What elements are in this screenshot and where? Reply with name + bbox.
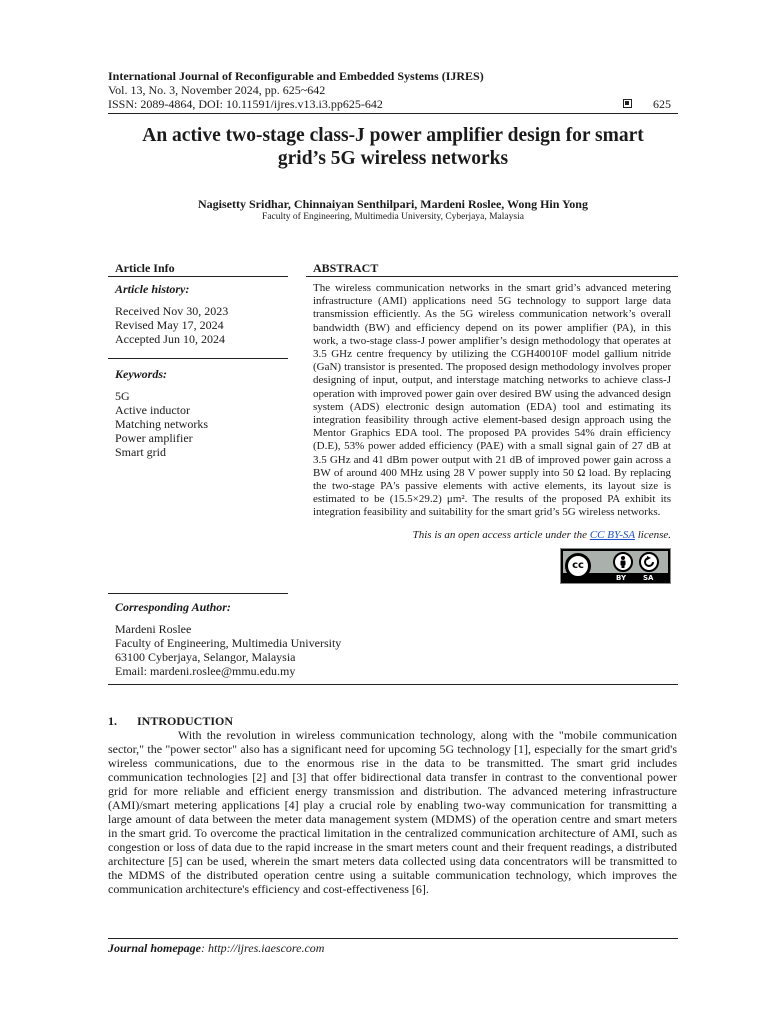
issn-doi-line: ISSN: 2089-4864, DOI: 10.11591/ijres.v13.i3.pp625-642 (108, 97, 383, 111)
corresponding-address: 63100 Cyberjaya, Selangor, Malaysia (115, 650, 296, 664)
corresponding-author-label: Corresponding Author: (115, 600, 231, 614)
history-received: Received Nov 30, 2023 (115, 304, 229, 318)
journal-homepage (108, 941, 324, 956)
keyword-item: Matching networks (115, 417, 208, 431)
article-info-rule (108, 276, 288, 277)
abstract-heading: ABSTRACT (313, 261, 379, 275)
keywords-label: Keywords: (115, 367, 167, 381)
abstract-text: The wireless communication networks in the smart grid’s advanced metering infrastructure (AMI) applications need 5G technology to support large data transmission efficiently. As the 5G wireless communication network’s overall bandwidth (BW) and efficiency depend on its power amplifier (PA), in this work, a two-stage class-J power amplifier’s design methodology that operates at 3.5 GHz centre frequency by utilizing the CGH40010F model gallium nitride (GaN) transistor is presented. The proposed design methodology involves proper designing of input, output, and interstage matching networks to achieve class-J operation with improved power gain over desired BW using the advanced design system (ADS) electronic design automation (EDA) tool and estimating its integration feasibility through active element-based design approach using the Mentor Graphics EDA tool. The proposed PA provides 54% drain efficiency (D.E), 53% power added efficiency (PAE) with a small signal gain of 27 dB at 3.5 GHz and 41 dBm power output with 21 dB of improved power gain across a BW of around 400 MHz using 28 V power supply into 50 Ω load. By replacing the two-stage PA's passive elements with active elements, its layout size is estimated to be (15.5×29.2) μm². The results of the proposed PA exhibit its integration feasibility and suitability for the smart grid’s 5G wireless networks. (313, 282, 671, 519)
section-heading: INTRODUCTION (137, 714, 234, 728)
section-number: 1. (108, 714, 117, 728)
badge-sa-label: SA (643, 574, 654, 582)
paper-title (108, 124, 678, 170)
abstract-rule (306, 276, 678, 277)
badge-by-label: BY (616, 574, 627, 582)
corresponding-name: Mardeni Roslee (115, 622, 192, 636)
affiliation: Faculty of Engineering, Multimedia University, Cyberjaya, Malaysia (262, 212, 524, 222)
open-access-prefix: This is an open access article under the (412, 529, 588, 541)
square-bullet-icon (623, 99, 632, 108)
page-number: 625 (653, 97, 671, 111)
introduction-text: With the revolution in wireless communication technology, along with the "mobile communication sector," the "power sector" also has a significant need for upcoming 5G technology [1], especially for the smart grid's wireless communications, due to the enormous rise in the data to be transmitted. The smart grid includes communication technologies [2] and [3] that offer bidirectional data transfer in contrast to the conventional power grid for more reliable and efficient energy transmission and distribution. The advanced metering infrastructure (AMI)/smart metering applications [4] play a crucial role by enabling two-way communication for transmitting a large amount of data between the meter data management system (MDMS) of the operation centre and smart meters in the smart grid. To overcome the practical limitation in the centralized communication architecture of AMI, such as congestion or loss of data due to the rapid increase in the smart meters count and their frequent readings, a distributed architecture [5] can be used, wherein the smart meters data collected using data concentrators will be transmitted to the MDMS of the distributed operation centre using a suitable communication technology, which improves the communication architecture's efficiency and cost-effectiveness [6]. (108, 728, 677, 896)
front-matter-bottom-rule (108, 684, 678, 685)
corresponding-top-rule (108, 593, 288, 594)
person-icon (613, 552, 633, 572)
corresponding-email: Email: mardeni.roslee@mmu.edu.my (115, 664, 296, 678)
history-accepted: Accepted Jun 10, 2024 (115, 332, 225, 346)
title-line-1: An active two-stage class-J power amplifier design for smart (142, 125, 644, 146)
introduction-body (108, 728, 677, 896)
keyword-item: Power amplifier (115, 431, 193, 445)
share-alike-icon (639, 552, 659, 572)
title-line-2: grid’s 5G wireless networks (277, 148, 509, 169)
authors: Nagisetty Sridhar, Chinnaiyan Senthilpari, Mardeni Roslee, Wong Hin Yong (198, 197, 588, 211)
cc-by-sa-badge[interactable] (560, 548, 671, 584)
article-info-heading: Article Info (115, 261, 175, 275)
open-access-notice (313, 529, 671, 541)
corresponding-faculty: Faculty of Engineering, Multimedia University (115, 636, 342, 650)
keyword-item: 5G (115, 389, 130, 403)
cc-icon: cc (565, 553, 591, 579)
homepage-separator: : (201, 941, 209, 955)
article-history-label: Article history: (115, 282, 190, 296)
homepage-link[interactable]: http://ijres.iaescore.com (208, 941, 325, 955)
history-revised: Revised May 17, 2024 (115, 318, 224, 332)
footer-rule (108, 938, 678, 939)
keyword-item: Active inductor (115, 403, 190, 417)
homepage-label: Journal homepage (108, 941, 202, 955)
open-access-suffix: license. (637, 529, 671, 541)
keyword-item: Smart grid (115, 445, 166, 459)
journal-name: International Journal of Reconfigurable and Embedded Systems (IJRES) (108, 69, 484, 83)
volume-line: Vol. 13, No. 3, November 2024, pp. 625~642 (108, 83, 326, 97)
history-rule (108, 358, 288, 359)
license-link[interactable]: CC BY-SA (589, 529, 635, 541)
header-rule (108, 113, 678, 114)
